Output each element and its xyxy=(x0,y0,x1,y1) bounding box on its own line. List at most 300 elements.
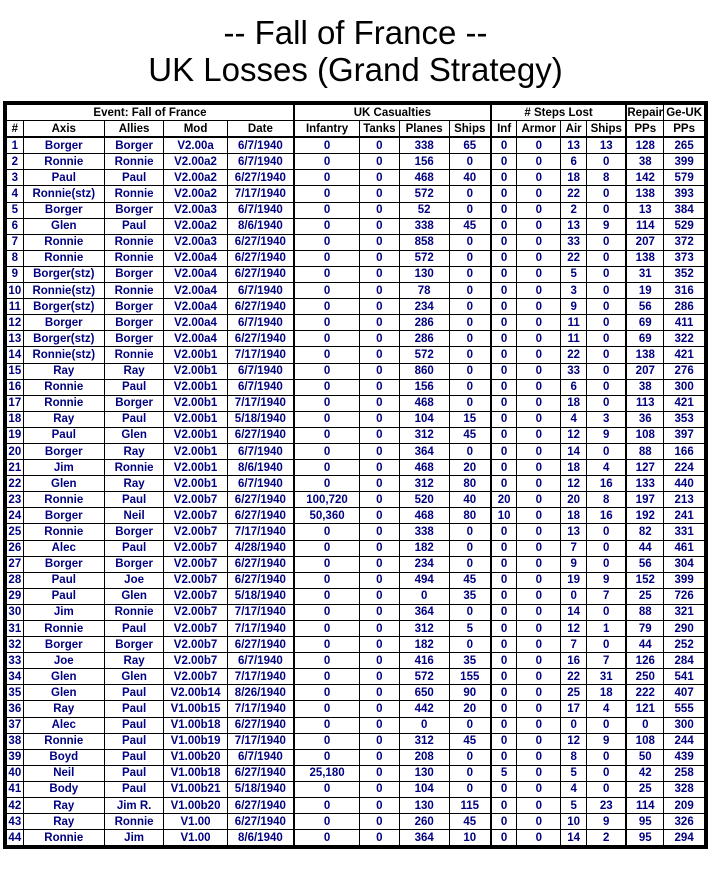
table-cell: 0 xyxy=(491,283,517,299)
table-cell: Borger xyxy=(23,137,104,154)
table-cell: 42 xyxy=(626,765,664,781)
table-cell: 65 xyxy=(449,137,491,154)
table-cell: 461 xyxy=(664,540,705,556)
table-cell: 25 xyxy=(7,524,24,540)
table-cell: 41 xyxy=(7,781,24,797)
table-cell: 10 xyxy=(491,508,517,524)
table-cell: 45 xyxy=(449,733,491,749)
table-row xyxy=(7,379,705,395)
table-cell: Glen xyxy=(104,588,163,604)
table-cell: 0 xyxy=(517,137,561,154)
table-cell: Paul xyxy=(104,765,163,781)
table-cell: 0 xyxy=(294,572,360,588)
table-cell: 43 xyxy=(7,814,24,830)
table-cell: 364 xyxy=(399,443,449,459)
table-cell: 0 xyxy=(491,588,517,604)
table-cell: 0 xyxy=(491,556,517,572)
table-cell: V2.00b7 xyxy=(164,572,228,588)
table-body xyxy=(7,137,705,846)
table-cell: 197 xyxy=(626,492,664,508)
table-cell: 0 xyxy=(294,604,360,620)
table-cell: 15 xyxy=(449,411,491,427)
table-cell: 0 xyxy=(449,202,491,218)
table-cell: 9 xyxy=(7,266,24,282)
table-cell: 130 xyxy=(399,266,449,282)
table-cell: 6/27/1940 xyxy=(227,250,294,266)
table-cell: 6/7/1940 xyxy=(227,137,294,154)
table-cell: 19 xyxy=(7,427,24,443)
table-row xyxy=(7,315,705,331)
table-cell: 244 xyxy=(664,733,705,749)
table-cell: 15 xyxy=(7,363,24,379)
table-cell: 130 xyxy=(399,765,449,781)
table-cell: 95 xyxy=(626,814,664,830)
table-cell: 321 xyxy=(664,604,705,620)
table-cell: 52 xyxy=(399,202,449,218)
table-cell: 44 xyxy=(626,540,664,556)
table-cell: V2.00b1 xyxy=(164,411,228,427)
table-cell: 234 xyxy=(399,299,449,315)
table-cell: 0 xyxy=(517,765,561,781)
table-cell: 0 xyxy=(449,299,491,315)
table-cell: 7/17/1940 xyxy=(227,347,294,363)
table-cell: 69 xyxy=(626,331,664,347)
table-cell: V2.00a4 xyxy=(164,331,228,347)
table-cell: 6/7/1940 xyxy=(227,283,294,299)
table-cell: Ronnie xyxy=(23,395,104,411)
table-cell: 397 xyxy=(664,427,705,443)
table-cell: 0 xyxy=(449,781,491,797)
table-cell: 0 xyxy=(294,798,360,814)
table-row xyxy=(7,765,705,781)
table-cell: 0 xyxy=(294,218,360,234)
table-cell: Paul xyxy=(23,572,104,588)
table-cell: V2.00b7 xyxy=(164,556,228,572)
column-header: Tanks xyxy=(360,121,400,138)
table-cell: 16 xyxy=(561,653,587,669)
table-cell: 312 xyxy=(399,427,449,443)
title-line-1: -- Fall of France -- xyxy=(223,14,488,51)
table-cell: 0 xyxy=(587,347,627,363)
table-cell: 23 xyxy=(7,492,24,508)
table-cell: Glen xyxy=(23,476,104,492)
table-cell: 100,720 xyxy=(294,492,360,508)
table-cell: 0 xyxy=(449,443,491,459)
table-cell: 0 xyxy=(360,524,400,540)
table-cell: 29 xyxy=(7,588,24,604)
column-header: Inf xyxy=(491,121,517,138)
table-cell: 24 xyxy=(7,508,24,524)
table-cell: 0 xyxy=(360,427,400,443)
table-cell: 241 xyxy=(664,508,705,524)
uk-losses-table xyxy=(6,104,705,846)
table-cell: 0 xyxy=(491,411,517,427)
table-cell: Neil xyxy=(104,508,163,524)
table-cell: 19 xyxy=(561,572,587,588)
table-row xyxy=(7,250,705,266)
table-cell: 6/27/1940 xyxy=(227,331,294,347)
table-cell: 0 xyxy=(360,604,400,620)
table-cell: 8 xyxy=(587,170,627,186)
table-cell: V2.00b1 xyxy=(164,363,228,379)
table-row xyxy=(7,814,705,830)
table-cell: 0 xyxy=(517,476,561,492)
table-cell: 0 xyxy=(360,781,400,797)
table-cell: 0 xyxy=(294,443,360,459)
table-cell: 572 xyxy=(399,347,449,363)
table-cell: 0 xyxy=(360,315,400,331)
table-cell: 80 xyxy=(449,476,491,492)
table-cell: 0 xyxy=(517,443,561,459)
table-cell: 411 xyxy=(664,315,705,331)
table-cell: 0 xyxy=(491,170,517,186)
table-cell: 8 xyxy=(587,492,627,508)
table-cell: Paul xyxy=(104,717,163,733)
table-cell: 0 xyxy=(491,443,517,459)
table-cell: 0 xyxy=(449,186,491,202)
table-cell: 6/7/1940 xyxy=(227,476,294,492)
table-cell: 0 xyxy=(491,830,517,846)
table-cell: Ronnie(stz) xyxy=(23,347,104,363)
table-cell: 31 xyxy=(7,621,24,637)
table-cell: 0 xyxy=(517,798,561,814)
table-cell: Ronnie(stz) xyxy=(23,283,104,299)
table-cell: 312 xyxy=(399,476,449,492)
table-cell: 8/6/1940 xyxy=(227,830,294,846)
table-cell: 286 xyxy=(399,315,449,331)
table-cell: 25 xyxy=(626,588,664,604)
table-cell: 20 xyxy=(491,492,517,508)
table-cell: Ronnie xyxy=(104,234,163,250)
table-row xyxy=(7,202,705,218)
table-cell: V2.00b7 xyxy=(164,508,228,524)
table-cell: Ronnie xyxy=(104,347,163,363)
table-cell: 114 xyxy=(626,798,664,814)
table-cell: 555 xyxy=(664,701,705,717)
table-cell: 468 xyxy=(399,508,449,524)
table-row xyxy=(7,170,705,186)
column-header: Axis xyxy=(23,121,104,138)
table-cell: Borger xyxy=(104,395,163,411)
table-cell: 0 xyxy=(517,814,561,830)
table-cell: 0 xyxy=(360,669,400,685)
table-cell: 0 xyxy=(587,379,627,395)
table-cell: 213 xyxy=(664,492,705,508)
table-cell: 0 xyxy=(517,637,561,653)
table-cell: 0 xyxy=(561,717,587,733)
table-cell: Jim R. xyxy=(104,798,163,814)
table-row xyxy=(7,427,705,443)
table-cell: 440 xyxy=(664,476,705,492)
table-cell: 0 xyxy=(294,781,360,797)
table-cell: 0 xyxy=(360,331,400,347)
table-cell: 0 xyxy=(587,540,627,556)
table-row xyxy=(7,492,705,508)
table-cell: 0 xyxy=(449,363,491,379)
table-cell: 0 xyxy=(517,508,561,524)
table-cell: 0 xyxy=(360,234,400,250)
table-cell: 0 xyxy=(491,653,517,669)
table-cell: 130 xyxy=(399,798,449,814)
table-row xyxy=(7,733,705,749)
table-cell: 7/17/1940 xyxy=(227,524,294,540)
table-cell: Ray xyxy=(23,701,104,717)
table-cell: 0 xyxy=(360,476,400,492)
table-cell: 421 xyxy=(664,347,705,363)
table-cell: Ray xyxy=(23,814,104,830)
table-cell: 108 xyxy=(626,733,664,749)
table-cell: 6/7/1940 xyxy=(227,315,294,331)
table-cell: Boyd xyxy=(23,749,104,765)
table-cell: 0 xyxy=(517,427,561,443)
table-cell: 0 xyxy=(587,283,627,299)
table-cell: 38 xyxy=(7,733,24,749)
table-cell: 6/27/1940 xyxy=(227,299,294,315)
table-cell: V2.00b7 xyxy=(164,669,228,685)
table-row xyxy=(7,154,705,170)
table-cell: 4/28/1940 xyxy=(227,540,294,556)
table-cell: 0 xyxy=(360,749,400,765)
table-cell: Borger xyxy=(23,508,104,524)
table-cell: 0 xyxy=(587,395,627,411)
table-cell: 0 xyxy=(587,250,627,266)
table-cell: 40 xyxy=(7,765,24,781)
table-cell: 0 xyxy=(360,685,400,701)
table-cell: V2.00a3 xyxy=(164,202,228,218)
table-cell: 0 xyxy=(491,701,517,717)
table-cell: 31 xyxy=(587,669,627,685)
table-cell: 0 xyxy=(360,347,400,363)
table-cell: 32 xyxy=(7,637,24,653)
table-cell: 0 xyxy=(587,637,627,653)
table-cell: 0 xyxy=(449,347,491,363)
table-cell: 286 xyxy=(664,299,705,315)
table-cell: 10 xyxy=(449,830,491,846)
table-cell: 0 xyxy=(561,588,587,604)
table-cell: Borger xyxy=(104,202,163,218)
table-cell: 13 xyxy=(561,137,587,154)
table-cell: 0 xyxy=(517,781,561,797)
table-cell: 13 xyxy=(7,331,24,347)
table-cell: 0 xyxy=(294,717,360,733)
table-cell: 0 xyxy=(294,669,360,685)
table-cell: 294 xyxy=(664,830,705,846)
table-cell: 0 xyxy=(587,331,627,347)
table-cell: 5/18/1940 xyxy=(227,781,294,797)
table-cell: 4 xyxy=(587,701,627,717)
table-cell: V2.00a4 xyxy=(164,266,228,282)
table-cell: 0 xyxy=(294,299,360,315)
table-row xyxy=(7,781,705,797)
table-cell: 0 xyxy=(587,749,627,765)
table-cell: V2.00b1 xyxy=(164,476,228,492)
table-cell: 16 xyxy=(7,379,24,395)
table-cell: 0 xyxy=(491,266,517,282)
table-cell: V2.00b1 xyxy=(164,460,228,476)
table-cell: 7/17/1940 xyxy=(227,733,294,749)
table-cell: 5 xyxy=(7,202,24,218)
table-cell: V2.00b1 xyxy=(164,427,228,443)
table-cell: 0 xyxy=(449,765,491,781)
table-cell: 0 xyxy=(587,717,627,733)
table-cell: 115 xyxy=(449,798,491,814)
table-cell: 25,180 xyxy=(294,765,360,781)
table-cell: 21 xyxy=(7,460,24,476)
table-cell: 0 xyxy=(587,363,627,379)
table-cell: V2.00b7 xyxy=(164,621,228,637)
table-cell: 0 xyxy=(587,154,627,170)
table-cell: 5/18/1940 xyxy=(227,588,294,604)
table-cell: 0 xyxy=(360,154,400,170)
table-cell: 0 xyxy=(360,137,400,154)
table-cell: 0 xyxy=(360,765,400,781)
table-cell: Ray xyxy=(23,363,104,379)
table-cell: 40 xyxy=(449,170,491,186)
table-cell: 113 xyxy=(626,395,664,411)
table-cell: 0 xyxy=(294,749,360,765)
table-cell: Glen xyxy=(23,669,104,685)
table-row xyxy=(7,540,705,556)
table-cell: V2.00b1 xyxy=(164,379,228,395)
table-cell: 0 xyxy=(360,556,400,572)
table-cell: Borger xyxy=(104,524,163,540)
table-cell: Ronnie xyxy=(104,250,163,266)
table-cell: 0 xyxy=(294,733,360,749)
table-cell: 6/7/1940 xyxy=(227,749,294,765)
table-cell: 36 xyxy=(7,701,24,717)
table-cell: 0 xyxy=(517,395,561,411)
table-cell: 79 xyxy=(626,621,664,637)
table-cell: 34 xyxy=(7,669,24,685)
table-cell: 6/7/1940 xyxy=(227,202,294,218)
table-row xyxy=(7,266,705,282)
table-cell: 18 xyxy=(587,685,627,701)
table-cell: Ronnie xyxy=(104,460,163,476)
table-cell: 45 xyxy=(449,814,491,830)
table-cell: 0 xyxy=(294,363,360,379)
table-cell: 0 xyxy=(360,170,400,186)
table-cell: 0 xyxy=(294,701,360,717)
table-cell: 300 xyxy=(664,717,705,733)
table-cell: 0 xyxy=(491,379,517,395)
table-cell: 35 xyxy=(449,588,491,604)
column-header: Date xyxy=(227,121,294,138)
table-cell: 0 xyxy=(360,395,400,411)
table-cell: 316 xyxy=(664,283,705,299)
table-cell: 399 xyxy=(664,154,705,170)
table-cell: Glen xyxy=(23,218,104,234)
table-cell: 0 xyxy=(360,266,400,282)
table-cell: 78 xyxy=(399,283,449,299)
table-cell: 0 xyxy=(491,315,517,331)
table-cell: 6/27/1940 xyxy=(227,814,294,830)
table-cell: 0 xyxy=(294,379,360,395)
table-cell: V1.00b18 xyxy=(164,765,228,781)
table-cell: 5 xyxy=(561,765,587,781)
table-row xyxy=(7,749,705,765)
table-cell: 0 xyxy=(517,347,561,363)
column-header: Mod xyxy=(164,121,228,138)
table-cell: 0 xyxy=(449,717,491,733)
table-cell: 42 xyxy=(7,798,24,814)
table-cell: 276 xyxy=(664,363,705,379)
table-cell: 18 xyxy=(7,411,24,427)
table-cell: Borger xyxy=(23,315,104,331)
table-cell: 6 xyxy=(561,154,587,170)
table-cell: 468 xyxy=(399,395,449,411)
table-cell: 0 xyxy=(360,250,400,266)
table-cell: 393 xyxy=(664,186,705,202)
table-cell: V2.00b7 xyxy=(164,492,228,508)
table-cell: 25 xyxy=(626,781,664,797)
table-cell: 138 xyxy=(626,250,664,266)
table-cell: 12 xyxy=(561,733,587,749)
table-cell: 45 xyxy=(449,572,491,588)
table-cell: 0 xyxy=(294,234,360,250)
table-cell: 209 xyxy=(664,798,705,814)
repair-header: Repair xyxy=(626,105,664,121)
table-cell: 14 xyxy=(561,830,587,846)
table-cell: 0 xyxy=(360,379,400,395)
table-cell: 5 xyxy=(561,266,587,282)
table-cell: 0 xyxy=(294,685,360,701)
table-cell: 155 xyxy=(449,669,491,685)
table-cell: 529 xyxy=(664,218,705,234)
table-cell: 860 xyxy=(399,363,449,379)
table-cell: 0 xyxy=(491,781,517,797)
table-cell: Ronnie xyxy=(23,733,104,749)
table-cell: 25 xyxy=(561,685,587,701)
table-cell: V1.00b18 xyxy=(164,717,228,733)
table-cell: 7/17/1940 xyxy=(227,621,294,637)
table-cell: 0 xyxy=(517,379,561,395)
table-cell: 6 xyxy=(561,379,587,395)
table-cell: 0 xyxy=(360,492,400,508)
table-cell: 0 xyxy=(294,830,360,846)
table-cell: Paul xyxy=(104,540,163,556)
table-cell: 0 xyxy=(294,283,360,299)
table-cell: 7/17/1940 xyxy=(227,395,294,411)
table-cell: 0 xyxy=(294,637,360,653)
table-cell: 0 xyxy=(491,814,517,830)
table-cell: 312 xyxy=(399,621,449,637)
table-cell: Ronnie xyxy=(104,814,163,830)
table-row xyxy=(7,508,705,524)
table-cell: 9 xyxy=(587,427,627,443)
table-cell: Jim xyxy=(104,830,163,846)
table-cell: 0 xyxy=(517,234,561,250)
table-cell: 265 xyxy=(664,137,705,154)
table-cell: 0 xyxy=(491,234,517,250)
table-cell: 182 xyxy=(399,540,449,556)
table-cell: V2.00b7 xyxy=(164,540,228,556)
table-cell: 20 xyxy=(449,460,491,476)
table-cell: 9 xyxy=(587,218,627,234)
table-cell: 128 xyxy=(626,137,664,154)
table-cell: 0 xyxy=(517,830,561,846)
table-cell: 6/7/1940 xyxy=(227,653,294,669)
table-cell: 13 xyxy=(626,202,664,218)
table-cell: Ray xyxy=(104,653,163,669)
table-cell: 0 xyxy=(360,572,400,588)
table-cell: 13 xyxy=(561,218,587,234)
table-cell: V2.00b7 xyxy=(164,637,228,653)
table-cell: 494 xyxy=(399,572,449,588)
table-cell: 69 xyxy=(626,315,664,331)
table-cell: 0 xyxy=(587,765,627,781)
table-cell: 0 xyxy=(491,250,517,266)
table-cell: 3 xyxy=(7,170,24,186)
